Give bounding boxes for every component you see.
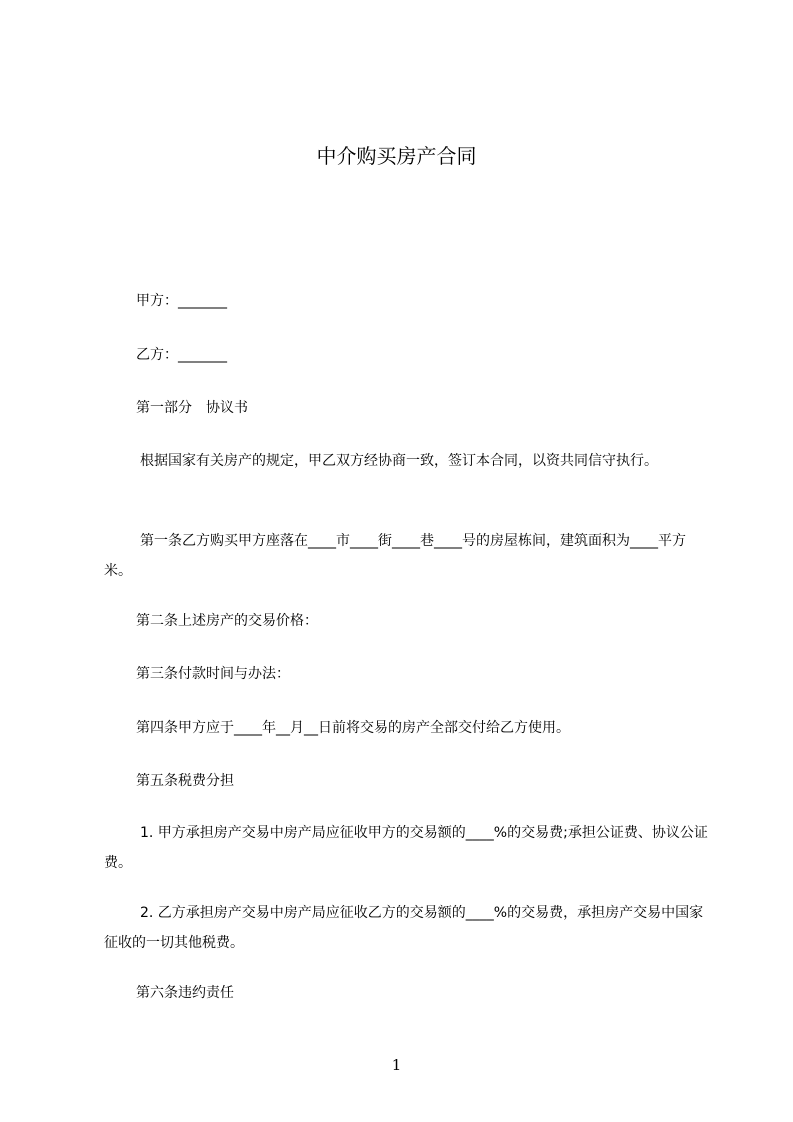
party-b-line: 乙方：_______ (136, 347, 227, 363)
party-a-line: 甲方：_______ (136, 293, 227, 309)
article-5-item-2: 2. 乙方承担房产交易中房产局应征收乙方的交易额的____%的交易费，承担房产交易中国家征收的一切其他税费。 (104, 905, 704, 951)
article-3-paragraph: 第三条付款时间与办法： (136, 666, 290, 682)
part-one-heading: 第一部分 协议书 (136, 400, 248, 416)
page-number: 1 (391, 1056, 402, 1074)
article-1-paragraph: 第一条乙方购买甲方座落在____市____街____巷____号的房屋栋间，建筑面积为____平方米。 (104, 533, 686, 579)
article-6-heading: 第六条违约责任 (136, 985, 234, 1001)
preamble-paragraph: 根据国家有关房产的规定，甲乙双方经协商一致，签订本合同，以资共同信守执行。 (140, 453, 658, 469)
document-title: 中介购买房产合同 (316, 144, 477, 168)
article-5-heading: 第五条税费分担 (136, 773, 234, 789)
article-5-item-1: 1. 甲方承担房产交易中房产局应征收甲方的交易额的____%的交易费;承担公证费、协议公证费。 (104, 825, 708, 871)
article-4-paragraph: 第四条甲方应于____年__月__日前将交易的房产全部交付给乙方使用。 (136, 720, 570, 736)
article-2-paragraph: 第二条上述房产的交易价格： (136, 613, 318, 629)
